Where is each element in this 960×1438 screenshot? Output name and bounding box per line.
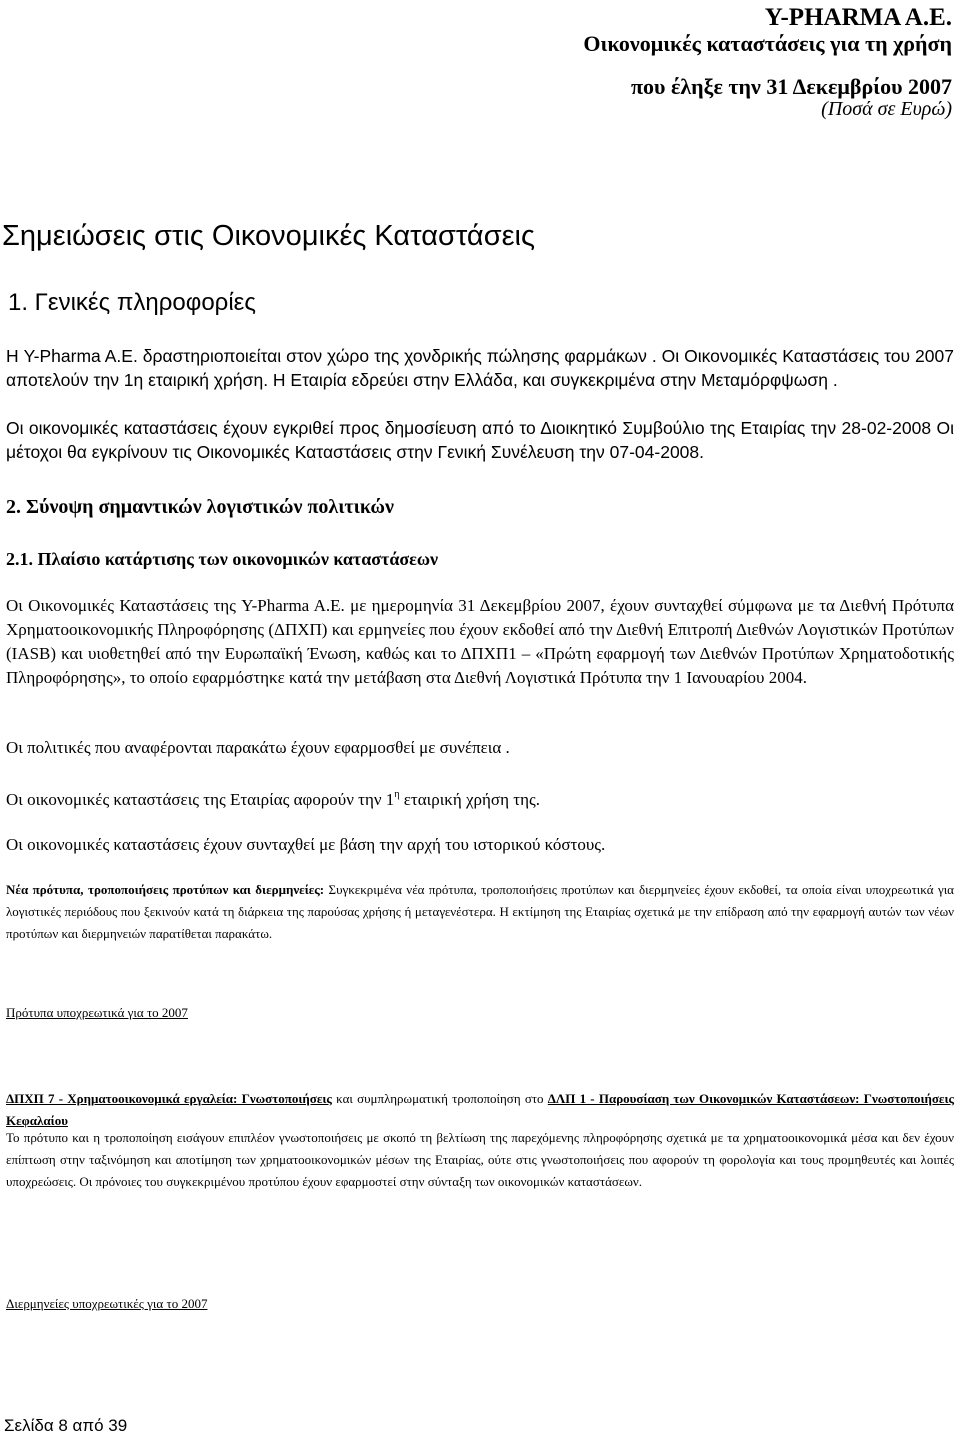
fiscal-period-text-end: εταιρική χρήση της. xyxy=(399,790,540,809)
consistency-paragraph: Οι πολιτικές που αναφέρονται παρακάτω έχουν εφαρμοσθεί με συνέπεια . xyxy=(6,738,510,757)
notes-title: Σημειώσεις στις Οικονομικές Καταστάσεις xyxy=(2,220,535,252)
fiscal-period-superscript: η xyxy=(394,789,400,800)
period-end: που έληξε την 31 Δεκεμβρίου 2007 xyxy=(630,74,952,99)
fiscal-period-text: Οι οικονομικές καταστάσεις της Εταιρίας αφορούν την 1 xyxy=(6,790,395,809)
mandatory-standards-heading: Πρότυπα υποχρεωτικά για το 2007 xyxy=(6,1005,188,1020)
ifrs7-title: ΔΠΧΠ 7 - Χρηματοοικονομικά εργαλεία: Γνωστοποιήσεις xyxy=(6,1091,332,1106)
approval-paragraph: Οι οικονομικές καταστάσεις έχουν εγκριθεί προς δημοσίευση από το Διοικητικό Συμβούλιο της Εταιρίας την 28-02-2008 Οι μέτοχοι θα εγκρίνουν τις Οικονομικές Καταστάσεις στην Γενική Συνέλευση την 07-04-2008. xyxy=(6,418,954,462)
new-standards-paragraph xyxy=(6,879,954,945)
new-standards-label: Νέα πρότυπα, τροποποιήσεις προτύπων και διερμηνείες: xyxy=(6,882,325,897)
new-standards-text: Συγκεκριμένα νέα πρότυπα, τροποποιήσεις προτύπων και διερμηνείες έχουν εκδοθεί, τα οποία είναι υποχρεωτικά για λογιστικές περιόδους που ξεκινούν κατά τη διάρκεια της παρούσας χρήσης ή μεταγενέστερα. Η εκτίμηση της Εταιρίας σχετικά με την επίδραση από την εφαρμογή αυτών των νέων προτύπων και διερμηνειών παρατίθεται παρακάτω. xyxy=(6,882,954,941)
page-number: Σελίδα 8 από 39 xyxy=(4,1416,128,1435)
ifrs7-heading xyxy=(6,1088,954,1132)
section1-title: 1. Γενικές πληροφορίες xyxy=(8,289,256,316)
ifrs7-body-paragraph: Το πρότυπο και η τροποποίηση εισάγουν επιπλέον γνωστοποιήσεις με σκοπό τη βελτίωση της παρεχόμενης πληροφόρησης σχετικά με τα χρηματοοικονομικά μέσα και δεν έχουν επίπτωση στην ταξινόμηση και αποτίμηση των χρηματοοικονομικών μέσων της Εταιρίας, ούτε στις γνωστοποιήσεις που αφορούν τη φορολογία και τους προμηθευτές και λοιπές υποχρεώσεις. Οι πρόνοιες του συγκεκριμένου προτύπου έχουν εφαρμοστεί στην σύνταξη των οικονομικών καταστάσεων. xyxy=(6,1130,954,1189)
general-info-paragraph: Η Y-Pharma A.E. δραστηριοποιείται στον χώρο της χονδρικής πώλησης φαρμάκων . Οι Οικονομικές Καταστάσεις του 2007 αποτελούν την 1η εταιρική χρήση. Η Εταιρία εδρεύει στην Ελλάδα, και συγκεκριμένα στην Μεταμόρφψωση . xyxy=(6,346,954,390)
ias1-title: ΔΛΠ 1 - Παρουσίαση των Οικονομικών Καταστάσεων: Γνωστοποιήσεις Κεφαλαίου xyxy=(6,1091,955,1128)
fiscal-period-paragraph xyxy=(6,789,540,810)
ifrs7-mid-text: και συμπληρωματική τροποποίηση στο xyxy=(331,1091,548,1106)
basis-of-preparation-paragraph: Οι Οικονομικές Καταστάσεις της Y-Pharma A.E. με ημερομηνία 31 Δεκεμβρίου 2007, έχουν συνταχθεί σύμφωνα με τα Διεθνή Πρότυπα Χρηματοοικονομικής Πληροφόρησης (ΔΠΧΠ) και ερμηνείες που έχουν εκδοθεί από την Διεθνή Επιτροπή Διεθνών Λογιστικών Προτύπων (IASB) και υιοθετηθεί από την Ευρωπαϊκή Ένωση, καθώς και το ΔΠΧΠ1 – «Πρώτη εφαρμογή των Διεθνών Προτύπων Χρηματοδοτικής Πληροφόρησης», το οποίο εφαρμόστηκε κατά την μετάβαση στα Διεθνή Λογιστικά Πρότυπα την 1 Ιανουαρίου 2004. xyxy=(6,596,954,687)
interpretations-heading: Διερμηνείες υποχρεωτικές για το 2007 xyxy=(6,1296,208,1311)
section2-1-title: 2.1. Πλαίσιο κατάρτισης των οικονομικών καταστάσεων xyxy=(6,549,439,569)
company-name: Y-PHARMA A.E. xyxy=(764,4,952,31)
historical-cost-paragraph: Οι οικονομικές καταστάσεις έχουν συνταχθεί με βάση την αρχή του ιστορικού κόστους. xyxy=(6,835,606,854)
currency-note: (Ποσά σε Ευρώ) xyxy=(821,98,952,120)
statements-title: Οικονομικές καταστάσεις για τη χρήση xyxy=(583,31,952,56)
section2-title: 2. Σύνοψη σημαντικών λογιστικών πολιτικών xyxy=(6,496,394,518)
